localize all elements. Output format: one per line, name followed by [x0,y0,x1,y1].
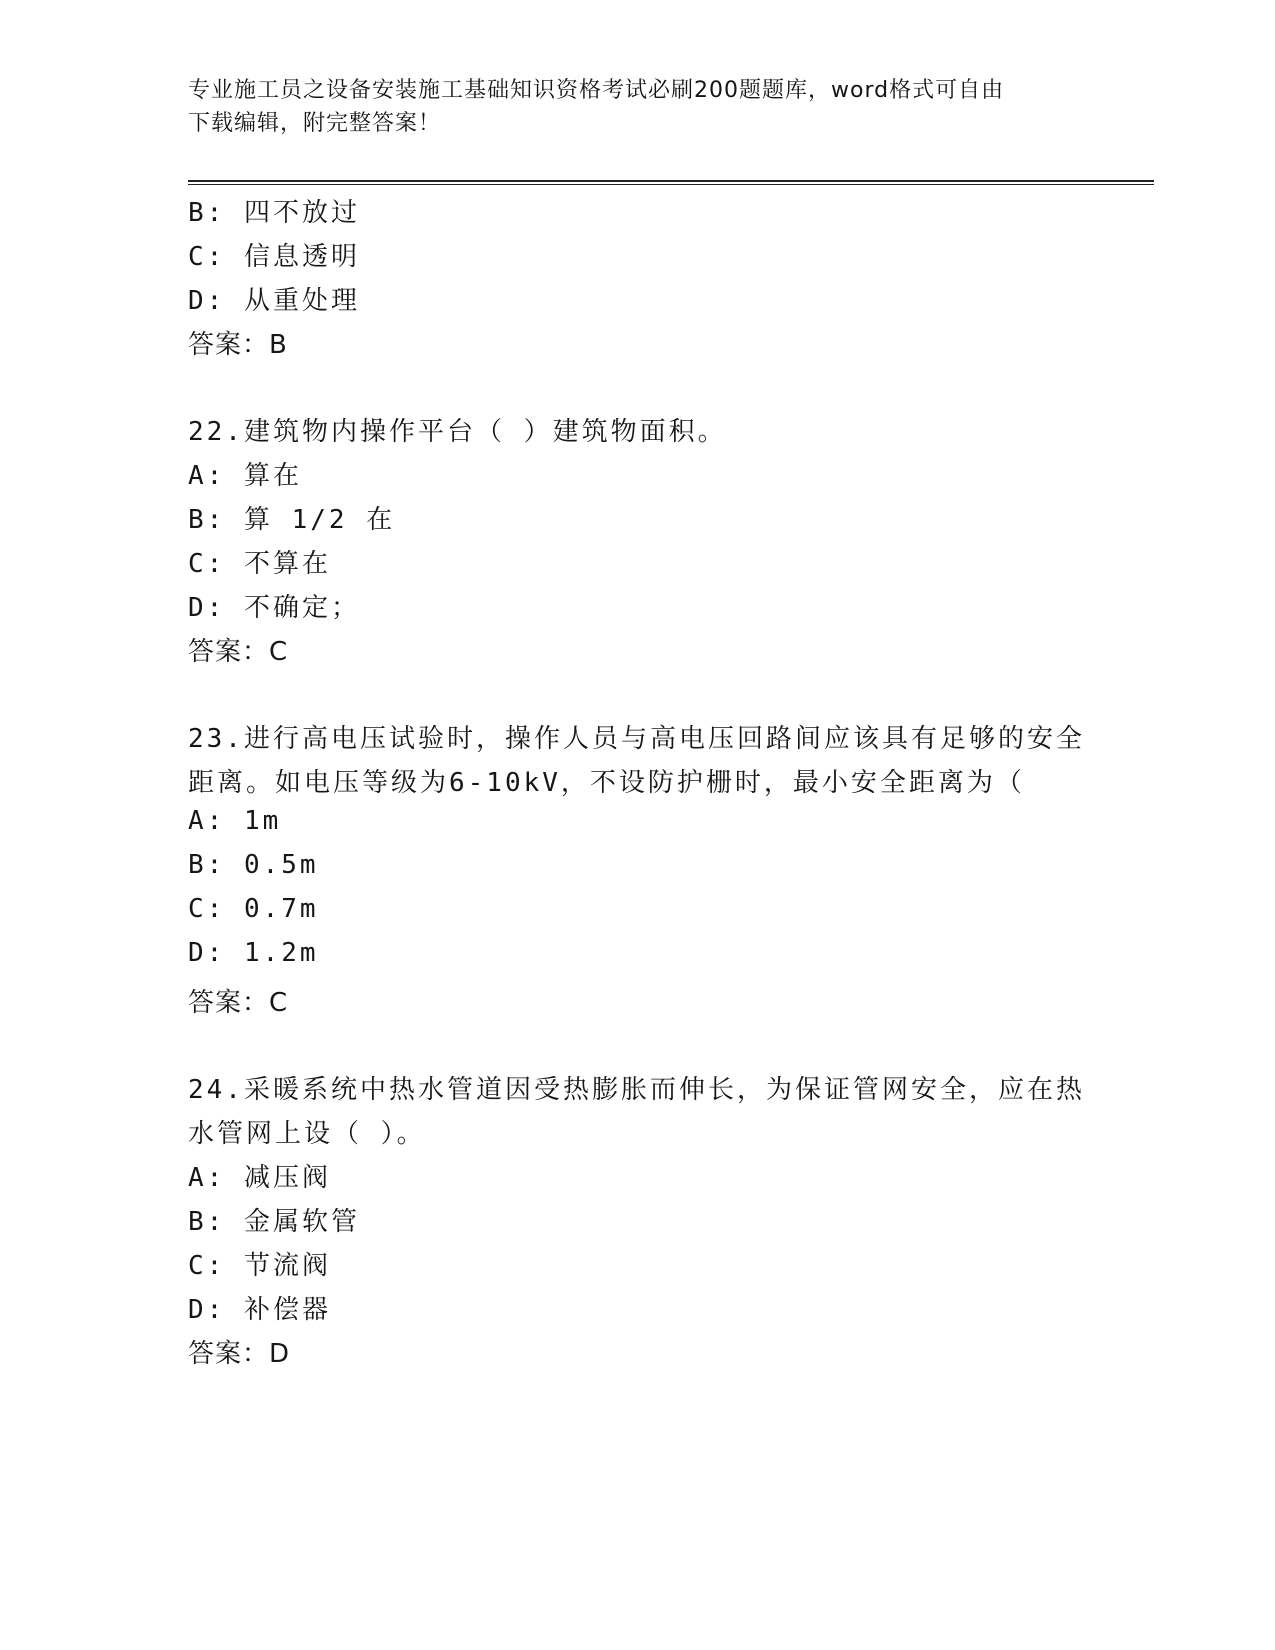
q23-option-c: C: 0.7m [188,894,319,924]
q22-answer: 答案：C [188,637,289,667]
q23-option-a: A: 1m [188,806,282,836]
q23-answer: 答案：C [188,988,289,1018]
header-divider-thick [188,180,1154,182]
q24-stem-line-1: 24.采暖系统中热水管道因受热膨胀而伸长，为保证管网安全，应在热 [188,1075,1085,1105]
q22-option-c: C: 不算在 [188,549,331,579]
q22-stem: 22.建筑物内操作平台（ ）建筑物面积。 [188,417,727,447]
q24-option-d: D: 补偿器 [188,1295,331,1325]
q24-option-a: A: 减压阀 [188,1163,331,1193]
prev-question-option-d: D: 从重处理 [188,286,360,316]
prev-question-answer: 答案：B [188,330,288,360]
q24-answer: 答案：D [188,1339,291,1369]
header-title-line-1: 专业施工员之设备安装施工基础知识资格考试必刷200题题库，word格式可自由 [188,78,1005,103]
q23-stem-line-1: 23.进行高电压试验时，操作人员与高电压回路间应该具有足够的安全 [188,724,1085,754]
prev-question-option-c: C: 信息透明 [188,242,360,272]
q24-stem-line-2: 水管网上设（ ）。 [188,1119,426,1149]
q23-option-b: B: 0.5m [188,850,319,880]
header-title-line-2: 下载编辑，附完整答案！ [188,111,442,136]
header-divider-thin [188,184,1154,185]
document-header [188,74,1088,140]
q22-option-d: D: 不确定； [188,593,360,623]
q23-stem-line-2: 距离。如电压等级为6-10kV，不设防护栅时，最小安全距离为（ [188,768,1025,798]
q22-option-a: A: 算在 [188,461,302,491]
q23-option-d: D: 1.2m [188,938,319,968]
prev-question-option-b: B: 四不放过 [188,198,360,228]
q22-option-b: B: 算 1/2 在 [188,505,396,535]
q24-option-b: B: 金属软管 [188,1207,360,1237]
q24-option-c: C: 节流阀 [188,1251,331,1281]
